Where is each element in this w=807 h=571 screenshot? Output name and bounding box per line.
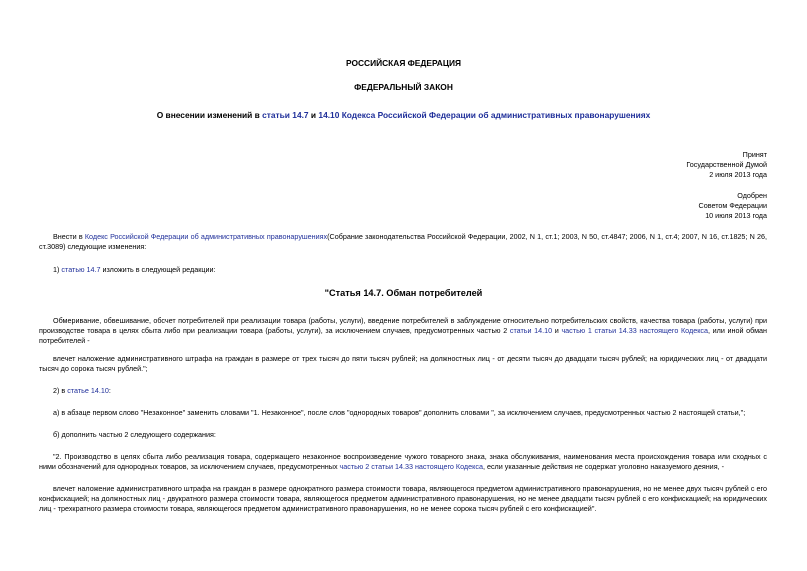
- link-article-14-10-item[interactable]: статье 14.10: [67, 386, 109, 395]
- country-heading: РОССИЙСКАЯ ФЕДЕРАЦИЯ: [345, 58, 462, 68]
- paragraph-article-text: [39, 316, 767, 346]
- paragraph-intro: [39, 232, 767, 252]
- link-koap[interactable]: Кодекс Российской Федерации об административных правонарушениях: [84, 232, 328, 241]
- paragraph-item-2: [53, 386, 111, 396]
- paragraph-text: 1): [53, 265, 62, 274]
- link-article-14-33-part-1[interactable]: частью 1 статьи 14.33 настоящего Кодекса: [561, 326, 709, 335]
- paragraph-item-1: [53, 265, 216, 275]
- approved-label: Одобрен: [737, 191, 767, 200]
- adopted-date: 2 июля 2013 года: [709, 170, 767, 179]
- paragraph-item-b: б) дополнить частью 2 следующего содержания:: [53, 430, 216, 439]
- adopted-body: Государственной Думой: [686, 160, 767, 169]
- paragraph-item-a: а) в абзаце первом слово "Незаконное" заменить словами "1. Незаконное", после слов "однородных товаров" дополнить словами ", за исключением случаев, предусмотренных частью 2 настоящей статьи,";: [53, 408, 746, 417]
- paragraph-text: изложить в следующей редакции:: [100, 265, 216, 274]
- adopted-label: Принят: [742, 150, 767, 159]
- law-title: [0, 110, 807, 120]
- paragraph-part-2: [39, 452, 767, 472]
- paragraph-text: 2) в: [53, 386, 68, 395]
- paragraph-penalty: влечет наложение административного штрафа на граждан в размере от трех тысяч до пяти тысяч рублей; на должностных лиц - от десяти тысяч до двадцати тысяч рублей; на юридических лиц - от двадцати тысяч до сорока тысяч рублей.";: [39, 354, 767, 373]
- paragraph-text: , если указанные действия не содержат уголовно наказуемого деяния, -: [482, 462, 724, 471]
- title-link-article-14-7[interactable]: статьи 14.7: [262, 110, 309, 120]
- approved-body: Советом Федерации: [698, 201, 767, 210]
- paragraph-text: "2. Производство в целях сбыта либо реализация товара, содержащего незаконное воспроизведение чужого товарного знака, знака обслуживания, наименования места происхождения товара или сходных с ними обозначений для однородных товаров, за исключением случаев, предусмотренных: [39, 452, 767, 471]
- paragraph-text: :: [108, 386, 111, 395]
- paragraph-text: Обмеривание, обвешивание, обсчет потребителей при реализации товара (работы, услуги), введение потребителей в заблуждение относительно потребительских свойств, качества товара (работы, услуги) при производстве товара в целях сбыта либо при реализации товара (работы, услуги), за исключением случаев, предусмотренных частью 2: [39, 316, 767, 335]
- article-heading: "Статья 14.7. Обман потребителей: [324, 288, 483, 298]
- link-article-14-7[interactable]: статью 14.7: [61, 265, 101, 274]
- paragraph-text: и: [552, 326, 562, 335]
- paragraph-text: (Собрание законодательства Российской Федерации, 2002, N 1, ст.1; 2003, N 50, ст.4847; 2006, N 1, ст.4; 2007, N 16, ст.1825; N 26, ст.3089) следующие изменения:: [39, 232, 767, 251]
- title-text: и: [308, 110, 319, 120]
- title-link-article-14-10[interactable]: 14.10 Кодекса Российской Федерации об административных правонарушениях: [318, 110, 651, 120]
- approved-date: 10 июля 2013 года: [705, 211, 767, 220]
- paragraph-penalty-2: влечет наложение административного штрафа на граждан в размере однократного размера стоимости товара, являющегося предметом административного правонарушения, но не менее двух тысяч рублей с его конфискацией; на должностных лиц - двукратного размера стоимости товара, являющегося предметом административного правонарушения, но не менее двадцати тысяч рублей с его конфискацией; на юридических лиц - трехкратного размера стоимости товара, являющегося предметом административного правонарушения, но не менее сорока тысяч рублей с его конфискацией".: [39, 484, 767, 513]
- paragraph-text: , или иной обман потребителей -: [39, 326, 767, 345]
- paragraph-text: Внести в: [53, 232, 85, 241]
- doc-type-heading: ФЕДЕРАЛЬНЫЙ ЗАКОН: [354, 82, 453, 92]
- link-article-14-10[interactable]: статьи 14.10: [509, 326, 553, 335]
- link-article-14-33-part-2[interactable]: частью 2 статьи 14.33 настоящего Кодекса: [339, 462, 483, 471]
- title-text: О внесении изменений в: [156, 110, 263, 120]
